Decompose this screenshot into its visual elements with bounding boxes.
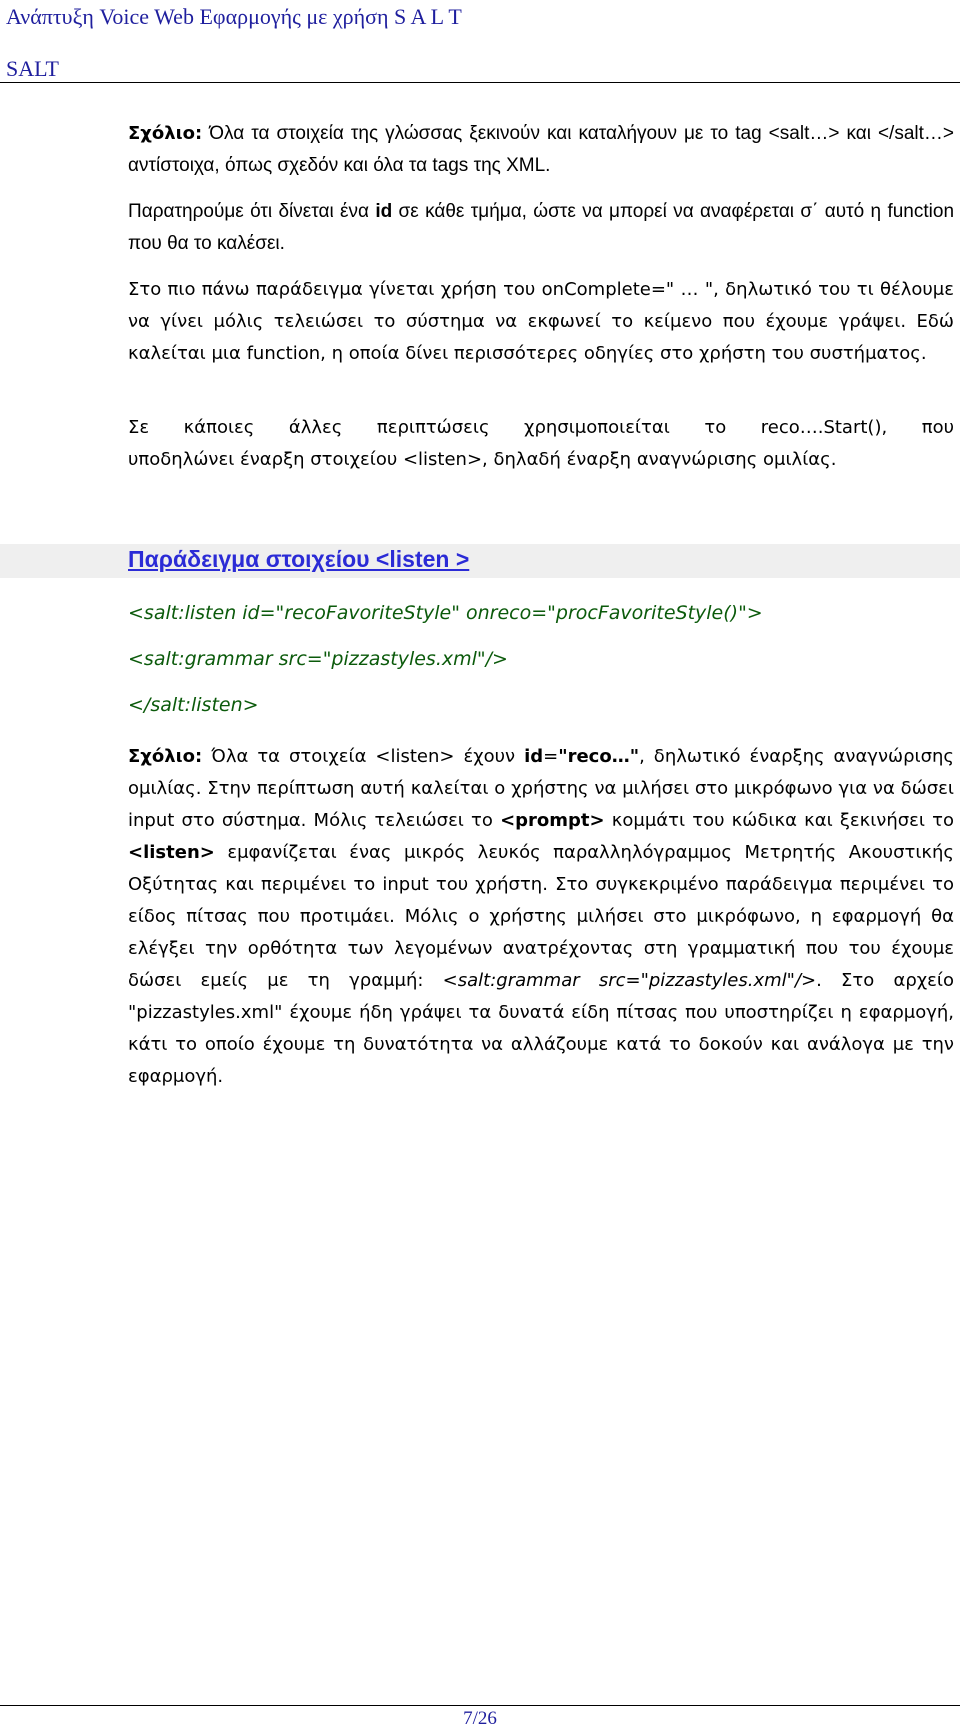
page-number: 7/26 <box>463 1708 497 1729</box>
id-keyword: id <box>375 201 393 222</box>
paragraph-id-note <box>128 196 954 260</box>
filename: "pizzastyles.xml" <box>128 1002 283 1023</box>
header-divider <box>0 82 960 83</box>
paragraph-text: , δηλωτικό έναρξης αναγνώρισης ομιλίας. Στην περίπτωση αυτή καλείται ο χρήστης να μιλήσει στο μικρόφωνο για να δώσει input στο σύστημα. Μόλις τελειώσει το <box>128 746 954 831</box>
paragraph-line: υποδηλώνει έναρξη στοιχείου <listen>, δηλαδή έναρξη αναγνώρισης ομιλίας. <box>128 449 837 470</box>
listen-tag: <listen> <box>128 842 215 863</box>
running-header-section: SALT <box>6 56 59 81</box>
paragraph-text: = <box>543 746 559 767</box>
footer-divider <box>0 1705 960 1706</box>
paragraph-text: Στο πιο πάνω παράδειγμα γίνεται χρήση του onComplete=" … ", δηλωτικό του τι θέλουμε να γίνει μόλις τελειώσει το σύστημα να εκφωνεί το κείμενο που έχουμε γράψει. Εδώ καλείται μια function, η οποία δίνει περισσότερες οδηγίες στο χρήστη του συστήματος. <box>128 279 954 364</box>
comment-paragraph-2 <box>128 741 954 1093</box>
section-heading: Παράδειγμα στοιχείου <listen > <box>128 546 470 572</box>
comment-label: Σχόλιο: <box>128 746 203 767</box>
paragraph-line: Σε κάποιες άλλες περιπτώσεις χρησιμοποιείται το reco….Start(), που <box>128 417 954 438</box>
paragraph-text: κομμάτι του κώδικα και ξεκινήσει το <box>604 810 954 831</box>
code-line-listen-close: </salt:listen> <box>128 694 259 716</box>
id-keyword: id <box>524 746 544 767</box>
comment-paragraph-1 <box>128 118 954 182</box>
paragraph-text: σε κάθε τμήμα, ώστε να μπορεί να αναφέρεται σ΄ αυτό η function που θα το καλέσει. <box>128 201 955 254</box>
comment-label: Σχόλιο: <box>128 123 203 144</box>
paragraph-oncomplete <box>128 274 954 370</box>
prompt-tag: <prompt> <box>500 810 605 831</box>
code-line-grammar: <salt:grammar src="pizzastyles.xml"/> <box>128 648 508 670</box>
code-line-listen-open: <salt:listen id="recoFavoriteStyle" onreco="procFavoriteStyle()"> <box>128 602 763 624</box>
comment-text: Όλα τα στοιχεία της γλώσσας ξεκινούν και καταλήγουν με το tag <salt…> και </salt…> αντίστοιχα, όπως σχεδόν και όλα τα tags της XML. <box>128 123 954 176</box>
paragraph-text: Παρατηρούμε ότι δίνεται ένα <box>128 201 376 222</box>
paragraph-text: εμφανίζεται ένας μικρός λευκός παραλληλόγραμμος Μετρητής Ακουστικής Οξύτητας και περιμένει το input του χρήστη. Στο συγκεκριμένο παράδειγμα περιμένει το είδος πίτσας που προτιμάει. Μόλις ο χρήστης μιλήσει στο μικρόφωνο, η εφαρμογή θα ελέγξει την ορθότητα των λεγομένων ανατρέχοντας στη γραμματική που του έχουμε δώσει εμείς με τη γραμμή: <box>128 842 954 991</box>
paragraph-text: . Στο αρχείο <box>816 970 954 991</box>
inline-code: <salt:grammar src="pizzastyles.xml"/> <box>442 970 817 991</box>
paragraph-text: έχουμε ήδη γράψει τα δυνατά είδη πίτσας που υποστηρίζει η εφαρμογή, κάτι το οποίο έχουμε τη δυνατότητα να αλλάζουμε κατά το δοκούν και ανάλογα με την εφαρμογή. <box>128 1002 954 1087</box>
paragraph-reco-start <box>128 412 954 476</box>
reco-keyword: "reco…" <box>558 746 640 767</box>
paragraph-text: Όλα τα στοιχεία <listen> έχουν <box>202 746 525 767</box>
running-header-title: Ανάπτυξη Voice Web Εφαρμογής με χρήση S A L T <box>6 4 462 29</box>
